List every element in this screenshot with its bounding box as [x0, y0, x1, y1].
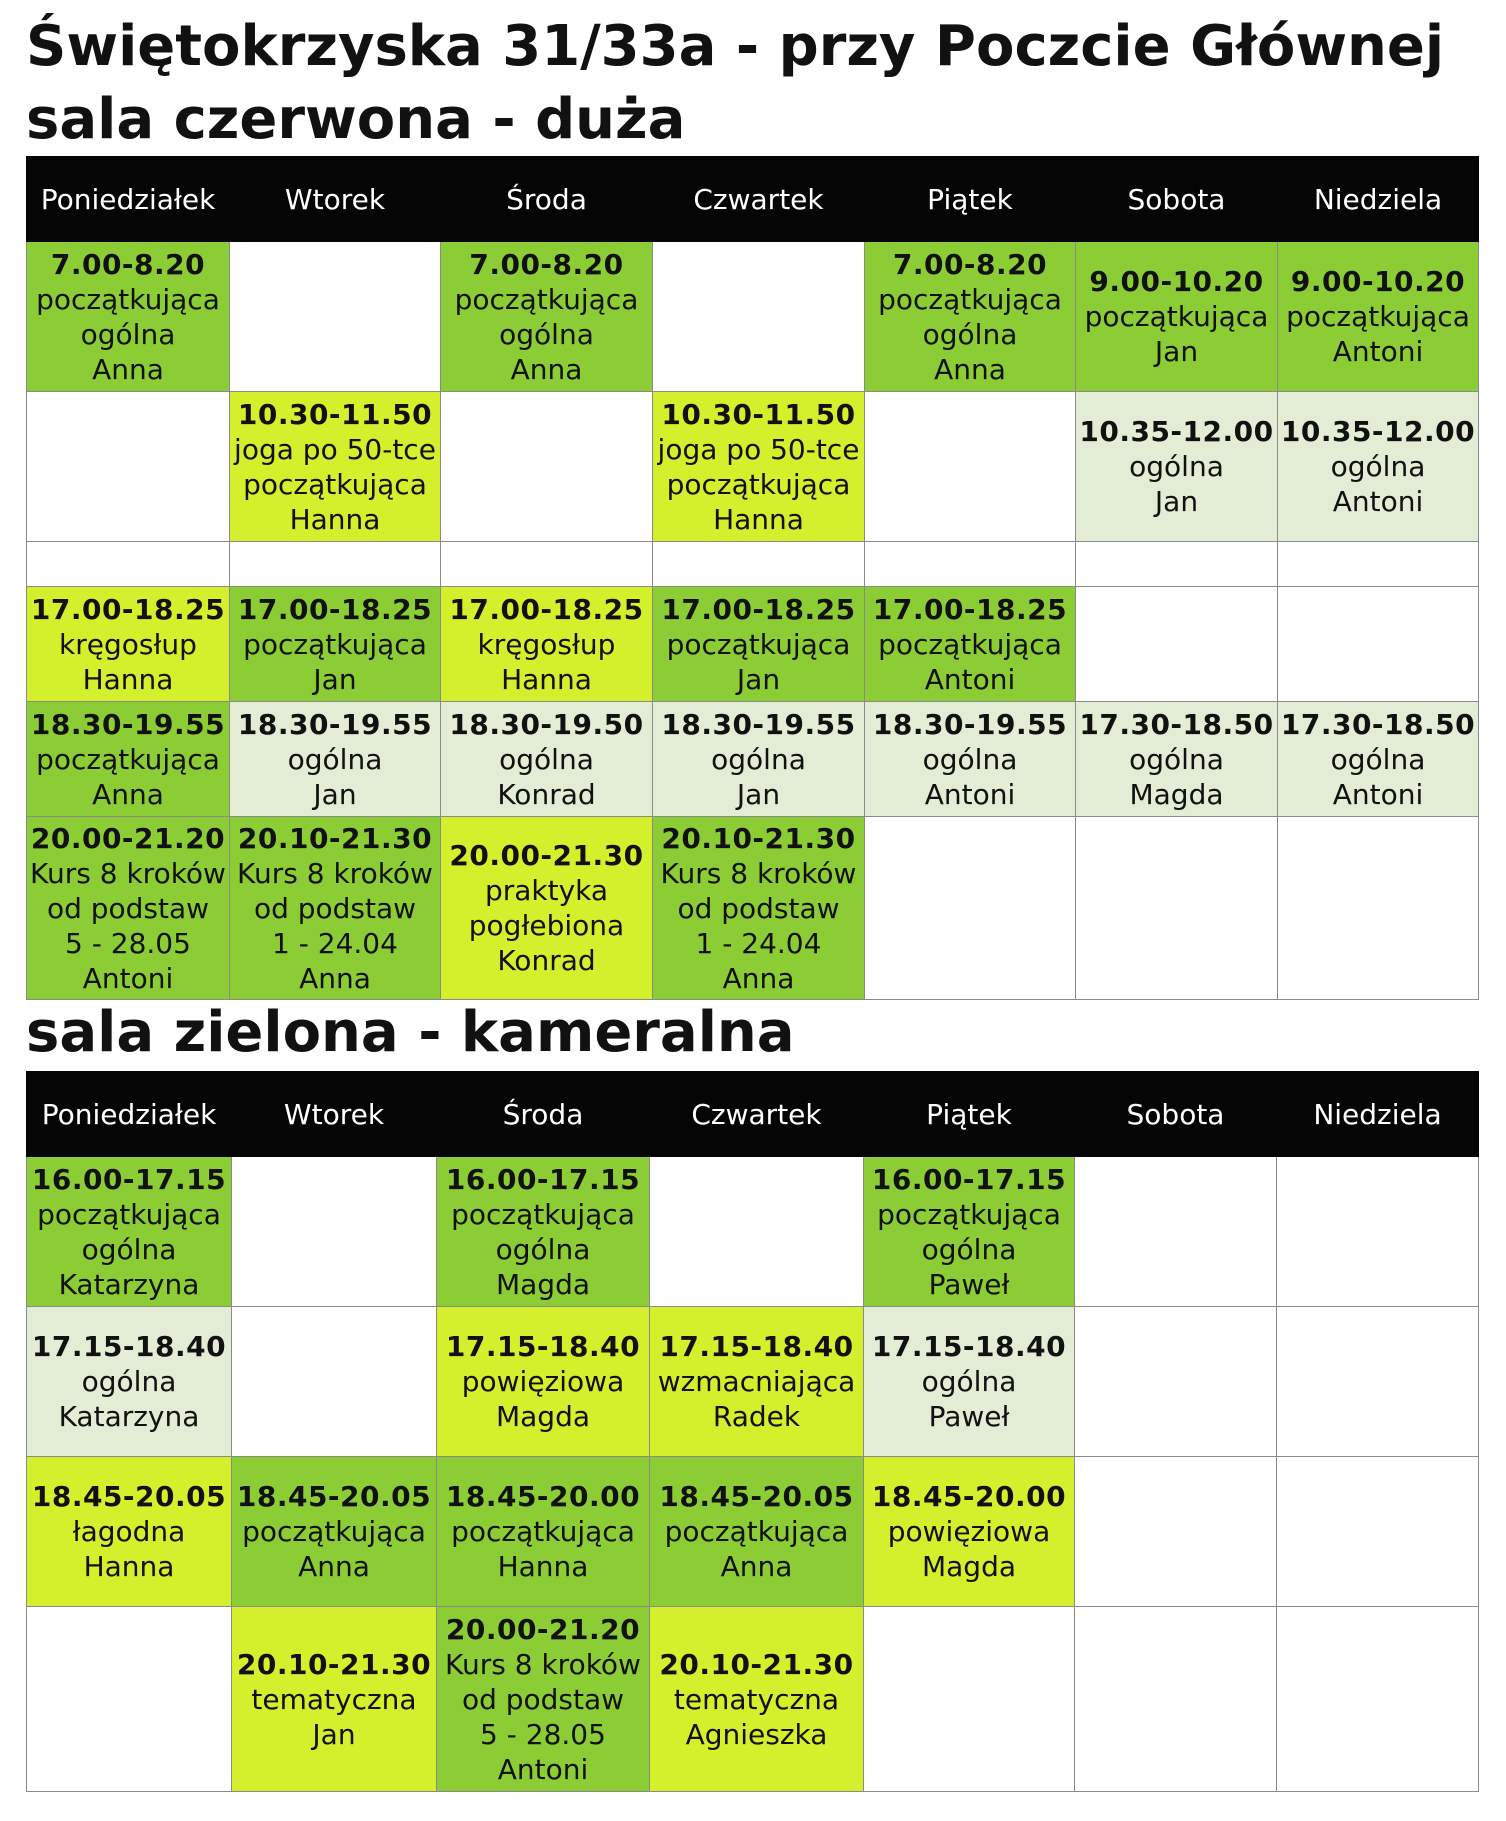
class-detail: Kurs 8 kroków: [237, 856, 433, 890]
instructor-name: Katarzyna: [58, 1267, 200, 1301]
class-cell: [650, 1307, 864, 1457]
class-detail: ogólna: [921, 1365, 1017, 1398]
class-time: 18.45-20.05: [236, 1480, 432, 1513]
class-detail: łagodna: [72, 1515, 186, 1548]
class-cell: [865, 702, 1076, 817]
class-time: 16.00-17.15: [871, 1162, 1067, 1196]
table-row: [27, 1157, 1479, 1307]
table-row: [27, 1307, 1479, 1457]
room1-schedule-table: [26, 156, 1479, 1000]
class-time: 18.30-19.55: [661, 707, 856, 741]
class-detail: ogólna: [711, 742, 806, 776]
day-header-piatek: Piątek: [864, 1072, 1075, 1157]
empty-cell: [441, 542, 653, 587]
class-detail: 5 - 28.05: [65, 926, 191, 960]
instructor-name: Jan: [312, 1717, 356, 1751]
instructor-name: Anna: [510, 352, 583, 386]
day-header-niedziela: Niedziela: [1278, 157, 1479, 242]
class-cell: [650, 1607, 864, 1792]
class-cell: [27, 1157, 232, 1307]
empty-cell: [1075, 1457, 1277, 1607]
class-detail: ogólna: [287, 742, 383, 776]
class-time: 17.15-18.40: [31, 1330, 227, 1363]
class-detail: ogólna: [495, 1232, 591, 1266]
instructor-name: Jan: [313, 777, 357, 811]
room1-title: sala czerwona - duża: [26, 87, 686, 152]
instructor-name: Hanna: [501, 662, 592, 696]
class-cell: [650, 1457, 864, 1607]
class-detail: joga po 50-tce: [234, 432, 436, 466]
class-detail: początkująca: [451, 1197, 635, 1231]
day-header-poniedzialek: Poniedziałek: [27, 157, 230, 242]
empty-cell: [865, 817, 1076, 1000]
instructor-name: Anna: [722, 961, 795, 995]
class-detail: początkująca: [664, 1515, 849, 1548]
empty-cell: [1278, 542, 1479, 587]
class-cell: [437, 1607, 650, 1792]
empty-cell: [865, 542, 1076, 587]
empty-cell: [27, 392, 230, 542]
class-cell: [1076, 702, 1278, 817]
class-cell: [864, 1457, 1075, 1607]
instructor-name: Magda: [495, 1267, 591, 1301]
class-detail: ogólna: [922, 742, 1018, 776]
class-detail: 5 - 28.05: [480, 1717, 606, 1751]
class-time: 16.00-17.15: [31, 1162, 227, 1196]
table-row: [27, 242, 1479, 392]
class-cell: [441, 587, 653, 702]
table-header-row: [27, 1072, 1479, 1157]
instructor-name: Radek: [712, 1400, 801, 1433]
day-header-sobota: Sobota: [1075, 1072, 1277, 1157]
class-detail: Kurs 8 kroków: [660, 856, 857, 890]
table-row: [27, 817, 1479, 1000]
instructor-name: Jan: [1154, 335, 1199, 368]
class-time: 20.00-21.30: [449, 839, 644, 872]
instructor-name: Anna: [92, 777, 164, 811]
class-time: 18.30-19.55: [237, 707, 433, 741]
empty-cell: [232, 1157, 437, 1307]
class-time: 10.35-12.00: [1079, 415, 1274, 448]
instructor-name: Hanna: [83, 1550, 175, 1583]
class-time: 17.15-18.40: [659, 1330, 854, 1363]
day-header-poniedzialek: Poniedziałek: [27, 1072, 232, 1157]
class-time: 20.10-21.30: [659, 1647, 854, 1681]
instructor-name: Hanna: [289, 502, 381, 536]
class-time: 10.30-11.50: [661, 397, 856, 431]
class-cell: [27, 702, 230, 817]
class-time: 10.30-11.50: [237, 397, 433, 431]
class-detail: początkująca: [36, 742, 220, 776]
instructor-name: Antoni: [1332, 335, 1424, 368]
class-detail: początkująca: [242, 1515, 426, 1548]
class-detail: ogólna: [80, 317, 176, 351]
class-detail: ogólna: [922, 317, 1018, 351]
instructor-name: Jan: [1154, 485, 1199, 518]
class-time: 10.35-12.00: [1280, 415, 1476, 448]
class-cell: [230, 702, 441, 817]
class-detail: 1 - 24.04: [272, 926, 398, 960]
class-time: 18.45-20.05: [31, 1480, 227, 1513]
instructor-name: Anna: [92, 352, 164, 386]
empty-cell: [1278, 587, 1479, 702]
class-detail: ogólna: [81, 1232, 177, 1266]
class-detail: wzmacniająca: [657, 1365, 856, 1398]
table-header-row: [27, 157, 1479, 242]
day-header-niedziela: Niedziela: [1277, 1072, 1479, 1157]
class-cell: [27, 587, 230, 702]
class-detail: tematyczna: [251, 1682, 417, 1716]
day-header-wtorek: Wtorek: [230, 157, 441, 242]
class-time: 9.00-10.20: [1089, 265, 1264, 298]
day-header-piatek: Piątek: [865, 157, 1076, 242]
class-detail: ogólna: [1129, 742, 1224, 776]
class-detail: początkująca: [1084, 300, 1269, 333]
class-time: 20.10-21.30: [661, 821, 856, 855]
class-time: 16.00-17.15: [445, 1162, 641, 1196]
class-detail: początkująca: [451, 1515, 635, 1548]
class-time: 20.10-21.30: [237, 821, 433, 855]
class-time: 7.00-8.20: [469, 247, 624, 281]
empty-cell: [1075, 1157, 1277, 1307]
class-detail: Kurs 8 kroków: [445, 1647, 641, 1681]
class-time: 18.45-20.00: [871, 1480, 1067, 1513]
class-cell: [653, 817, 865, 1000]
day-header-wtorek: Wtorek: [232, 1072, 437, 1157]
class-detail: początkująca: [36, 282, 220, 316]
class-time: 17.00-18.25: [449, 592, 644, 626]
table-row: [27, 702, 1479, 817]
empty-cell: [1076, 817, 1278, 1000]
empty-cell: [1277, 1457, 1479, 1607]
class-detail: pogłebiona: [468, 909, 625, 942]
class-cell: [653, 587, 865, 702]
table-row: [27, 587, 1479, 702]
empty-cell: [864, 1607, 1075, 1792]
room1-schedule-body: [27, 242, 1479, 1000]
class-detail: joga po 50-tce: [657, 432, 860, 466]
room2-title: sala zielona - kameralna: [26, 1000, 795, 1065]
class-cell: [232, 1607, 437, 1792]
class-cell: [27, 1307, 232, 1457]
instructor-name: Konrad: [497, 944, 596, 977]
class-time: 17.00-18.25: [30, 592, 226, 626]
class-cell: [1278, 392, 1479, 542]
empty-cell: [1277, 1607, 1479, 1792]
class-cell: [232, 1457, 437, 1607]
class-detail: początkująca: [878, 627, 1062, 661]
class-detail: tematyczna: [673, 1682, 840, 1716]
room2-schedule-table: [26, 1071, 1479, 1792]
empty-cell: [230, 242, 441, 392]
class-cell: [653, 392, 865, 542]
instructor-name: Paweł: [928, 1400, 1010, 1433]
class-cell: [437, 1307, 650, 1457]
class-time: 17.00-18.25: [237, 592, 433, 626]
day-header-czwartek: Czwartek: [653, 157, 865, 242]
instructor-name: Anna: [299, 961, 371, 995]
day-header-sroda: Środa: [441, 157, 653, 242]
table-row: [27, 1457, 1479, 1607]
empty-cell: [1278, 817, 1479, 1000]
class-cell: [653, 702, 865, 817]
instructor-name: Jan: [736, 662, 781, 696]
class-detail: praktyka: [484, 874, 609, 907]
instructor-name: Konrad: [497, 777, 596, 811]
instructor-name: Antoni: [82, 961, 174, 995]
class-time: 18.30-19.55: [30, 707, 226, 741]
address-title: Świętokrzyska 31/33a - przy Poczcie Głównej: [26, 14, 1445, 79]
empty-cell: [1076, 542, 1278, 587]
class-detail: powięziowa: [461, 1365, 625, 1398]
class-cell: [27, 1457, 232, 1607]
class-cell: [230, 817, 441, 1000]
empty-cell: [1277, 1157, 1479, 1307]
instructor-name: Agnieszka: [685, 1717, 828, 1751]
class-detail: początkująca: [878, 282, 1062, 316]
instructor-name: Hanna: [497, 1550, 589, 1583]
class-detail: ogólna: [1330, 450, 1426, 483]
class-detail: ogólna: [1330, 742, 1426, 776]
class-cell: [864, 1307, 1075, 1457]
class-time: 17.15-18.40: [871, 1330, 1067, 1363]
class-detail: kręgosłup: [59, 627, 197, 661]
class-detail: ogólna: [499, 317, 594, 351]
instructor-name: Hanna: [82, 662, 174, 696]
class-cell: [1076, 242, 1278, 392]
class-detail: powięziowa: [887, 1515, 1051, 1548]
class-detail: początkująca: [666, 467, 851, 501]
class-detail: 1 - 24.04: [695, 926, 822, 960]
empty-cell: [27, 542, 230, 587]
class-cell: [437, 1157, 650, 1307]
class-cell: [230, 392, 441, 542]
class-time: 18.30-19.55: [872, 707, 1068, 741]
class-detail: ogólna: [81, 1365, 177, 1398]
class-time: 20.00-21.20: [445, 1612, 641, 1646]
empty-cell: [1076, 587, 1278, 702]
class-detail: początkująca: [1286, 300, 1470, 333]
class-cell: [864, 1157, 1075, 1307]
empty-cell: [1075, 1307, 1277, 1457]
instructor-name: Hanna: [713, 502, 804, 536]
class-time: 7.00-8.20: [892, 247, 1048, 281]
instructor-name: Magda: [1129, 777, 1224, 811]
instructor-name: Antoni: [1332, 485, 1424, 518]
instructor-name: Magda: [921, 1550, 1017, 1583]
class-detail: ogólna: [499, 742, 594, 776]
class-time: 20.00-21.20: [30, 821, 226, 855]
instructor-name: Antoni: [924, 777, 1016, 811]
class-time: 9.00-10.20: [1290, 265, 1466, 298]
class-cell: [1278, 702, 1479, 817]
class-cell: [865, 242, 1076, 392]
class-detail: Kurs 8 kroków: [30, 856, 226, 890]
empty-cell: [27, 1607, 232, 1792]
class-detail: ogólna: [1129, 450, 1224, 483]
class-time: 18.45-20.00: [445, 1480, 641, 1513]
table-row: [27, 1607, 1479, 1792]
class-time: 7.00-8.20: [50, 247, 206, 281]
instructor-name: Magda: [495, 1400, 591, 1433]
class-cell: [1278, 242, 1479, 392]
empty-cell: [232, 1307, 437, 1457]
instructor-name: Anna: [934, 352, 1006, 386]
class-detail: początkująca: [666, 627, 851, 661]
class-detail: od podstaw: [461, 1682, 625, 1716]
class-cell: [27, 242, 230, 392]
table-row: [27, 392, 1479, 542]
instructor-name: Jan: [313, 662, 357, 696]
class-detail: początkująca: [37, 1197, 221, 1231]
room2-schedule-body: [27, 1157, 1479, 1792]
class-detail: od podstaw: [677, 891, 840, 925]
class-detail: od podstaw: [46, 891, 210, 925]
class-cell: [441, 817, 653, 1000]
empty-cell: [865, 392, 1076, 542]
empty-cell: [1277, 1307, 1479, 1457]
class-time: 17.30-18.50: [1079, 707, 1274, 741]
class-cell: [27, 817, 230, 1000]
class-detail: kręgosłup: [477, 627, 616, 661]
table-row: [27, 542, 1479, 587]
class-time: 17.00-18.25: [661, 592, 856, 626]
class-time: 20.10-21.30: [236, 1647, 432, 1681]
empty-cell: [653, 542, 865, 587]
class-cell: [1076, 392, 1278, 542]
instructor-name: Katarzyna: [58, 1400, 200, 1433]
instructor-name: Anna: [720, 1550, 793, 1583]
class-detail: początkująca: [243, 627, 427, 661]
class-cell: [437, 1457, 650, 1607]
class-cell: [865, 587, 1076, 702]
class-time: 17.15-18.40: [445, 1330, 641, 1363]
empty-cell: [230, 542, 441, 587]
class-time: 17.00-18.25: [872, 592, 1068, 626]
instructor-name: Jan: [736, 777, 781, 811]
class-detail: początkująca: [454, 282, 639, 316]
day-header-sroda: Środa: [437, 1072, 650, 1157]
class-cell: [230, 587, 441, 702]
instructor-name: Antoni: [924, 662, 1016, 696]
day-header-sobota: Sobota: [1076, 157, 1278, 242]
instructor-name: Antoni: [497, 1752, 589, 1786]
empty-cell: [650, 1157, 864, 1307]
empty-cell: [441, 392, 653, 542]
instructor-name: Anna: [298, 1550, 370, 1583]
class-time: 17.30-18.50: [1280, 707, 1476, 741]
day-header-czwartek: Czwartek: [650, 1072, 864, 1157]
class-cell: [441, 242, 653, 392]
empty-cell: [653, 242, 865, 392]
instructor-name: Paweł: [928, 1267, 1010, 1301]
class-detail: początkująca: [243, 467, 427, 501]
class-cell: [441, 702, 653, 817]
class-detail: od podstaw: [253, 891, 417, 925]
instructor-name: Antoni: [1332, 777, 1424, 811]
class-time: 18.30-19.50: [449, 707, 644, 741]
class-time: 18.45-20.05: [659, 1480, 854, 1513]
empty-cell: [1075, 1607, 1277, 1792]
class-detail: ogólna: [921, 1232, 1017, 1266]
class-detail: początkująca: [877, 1197, 1061, 1231]
